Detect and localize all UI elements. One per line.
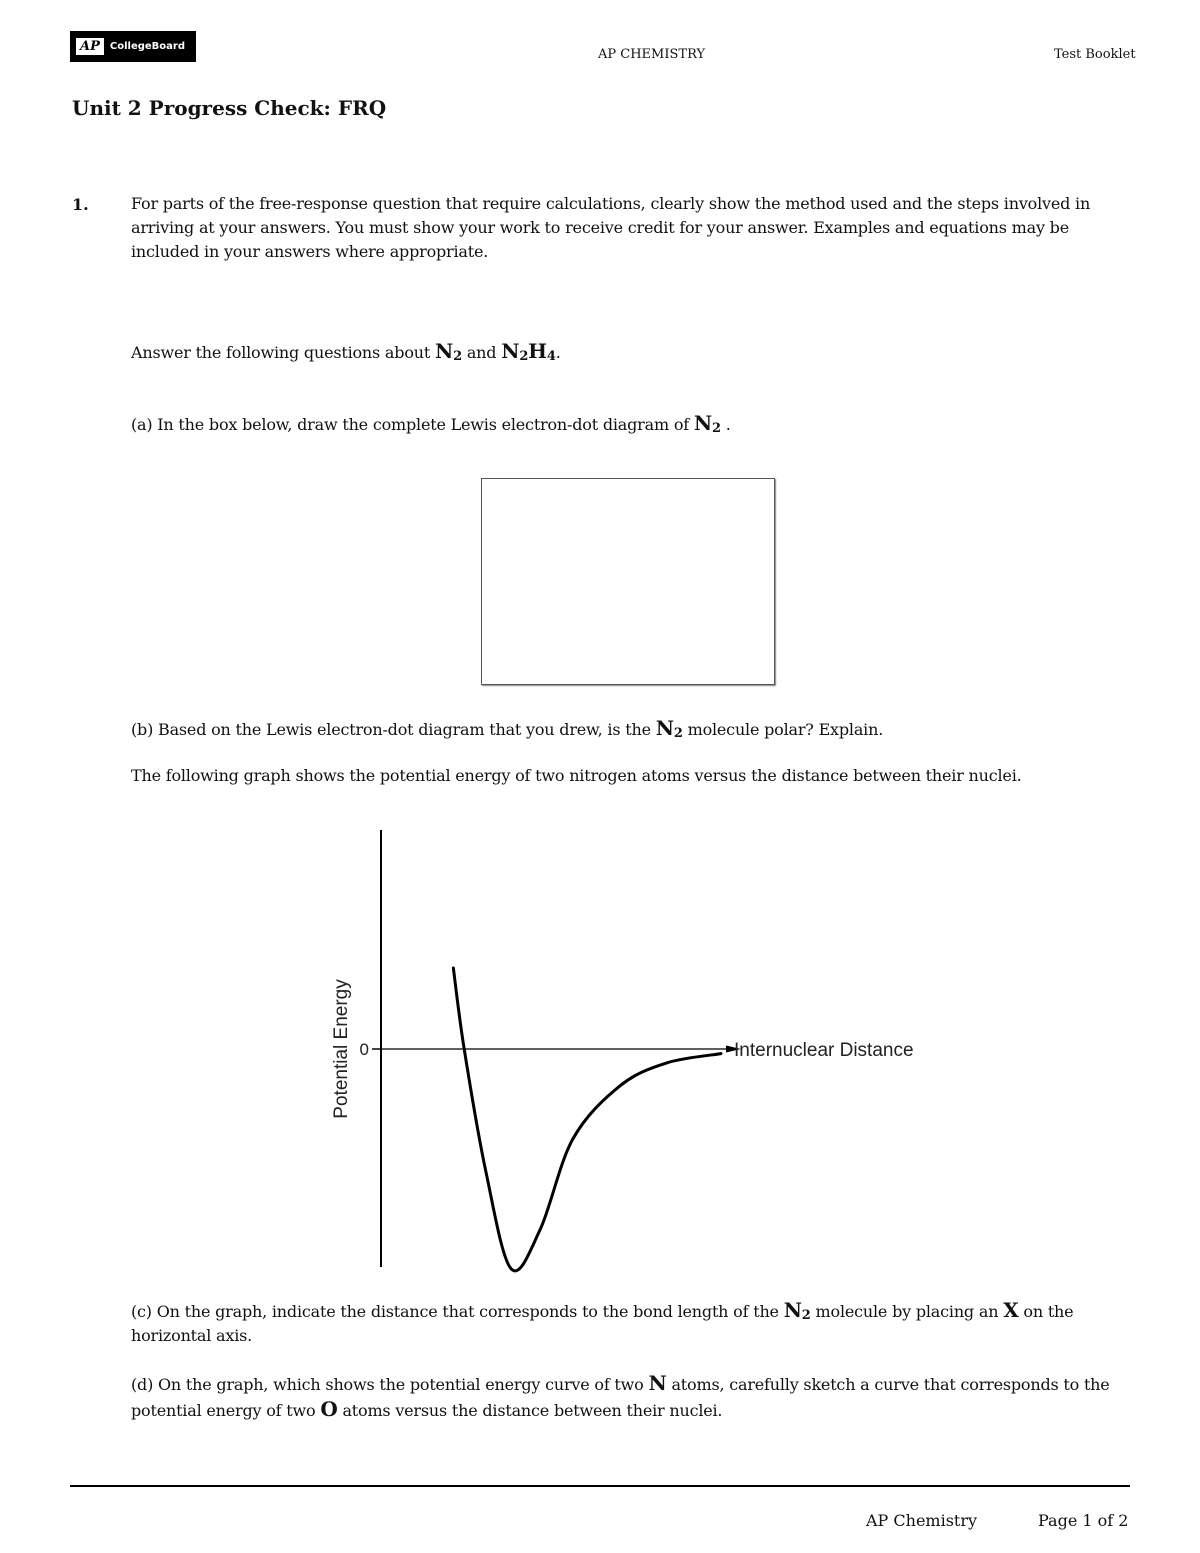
logo-ap-text: AP xyxy=(76,38,104,55)
header-booklet-label: Test Booklet xyxy=(1054,47,1136,62)
potential-energy-curve xyxy=(453,968,721,1271)
x-axis-label: Internuclear Distance xyxy=(734,1040,914,1061)
page-title: Unit 2 Progress Check: FRQ xyxy=(72,96,387,120)
part-c xyxy=(131,1298,1121,1348)
part-c-x: X xyxy=(1003,1298,1019,1322)
part-b-pre: (b) Based on the Lewis electron-dot diagram that you drew, is the xyxy=(131,720,651,739)
formula-n2: $N_2$ xyxy=(655,716,683,741)
formula-n2: $N_2$ xyxy=(434,339,462,364)
lewis-diagram-answer-box[interactable] xyxy=(481,478,775,685)
footer-subject: AP Chemistry xyxy=(866,1511,978,1530)
part-c-post: on the horizontal axis. xyxy=(131,1302,1074,1345)
footer-divider xyxy=(70,1485,1130,1487)
formula-n2h4: $N_2H_4$ xyxy=(501,339,556,364)
formula-n2: $N_2$ xyxy=(783,1298,811,1323)
intro-line: Answer the following questions about $N_2$ and $N_2H_4$. xyxy=(131,339,561,364)
header-subject: AP CHEMISTRY xyxy=(598,47,706,62)
intro-text: Answer the following questions about xyxy=(131,343,431,362)
part-a-text: (a) In the box below, draw the complete Lewis electron-dot diagram of xyxy=(131,415,689,434)
y-zero-tick-label: 0 xyxy=(359,1040,369,1059)
part-b xyxy=(131,716,1121,742)
formula-n2: $N_2$ xyxy=(693,411,721,436)
y-axis-label: Potential Energy xyxy=(331,979,352,1119)
graph-intro: The following graph shows the potential energy of two nitrogen atoms versus the distance between their nuclei. xyxy=(131,766,1022,785)
part-c-mid: molecule by placing an xyxy=(815,1302,999,1321)
intro-and: and xyxy=(466,343,497,362)
college-board-logo xyxy=(70,31,196,62)
question-number: 1. xyxy=(72,195,89,214)
part-d-pre: (d) On the graph, which shows the potential energy curve of two xyxy=(131,1375,644,1394)
logo-cb-text: CollegeBoard xyxy=(109,41,185,52)
potential-energy-chart[interactable] xyxy=(320,825,940,1275)
part-d-mid: atoms, carefully sketch a curve that corresponds to the potential energy of two xyxy=(131,1375,1110,1420)
part-d xyxy=(131,1371,1121,1423)
instructions-paragraph: For parts of the free-response question that require calculations, clearly show the method used and the steps involved in arriving at your answers. You must show your work to receive credit for your answer. Examples and equations may be included in your answers where appropriate. xyxy=(131,194,1091,261)
part-b-post: molecule polar? Explain. xyxy=(687,720,884,739)
part-d-post: atoms versus the distance between their nuclei. xyxy=(342,1401,723,1420)
part-a: (a) In the box below, draw the complete Lewis electron-dot diagram of $N_2$ . xyxy=(131,411,731,436)
part-c-pre: (c) On the graph, indicate the distance that corresponds to the bond length of the xyxy=(131,1302,779,1321)
footer-page-number: Page 1 of 2 xyxy=(1038,1511,1129,1530)
part-d-n: N xyxy=(648,1371,667,1395)
part-d-o: O xyxy=(320,1397,338,1421)
